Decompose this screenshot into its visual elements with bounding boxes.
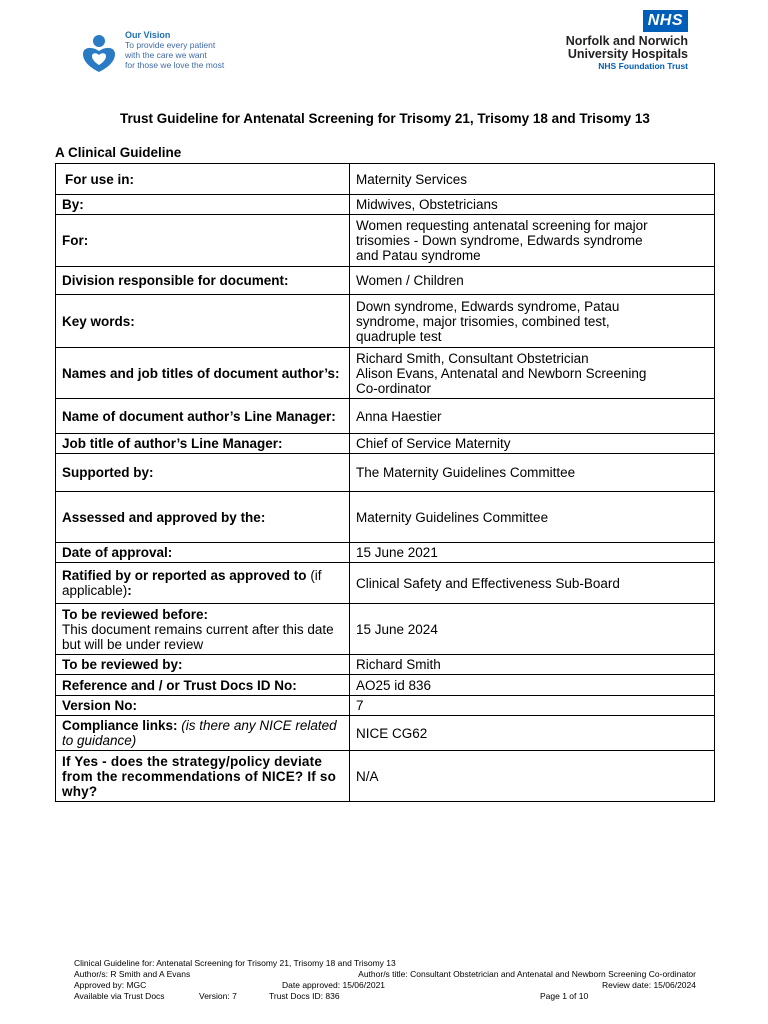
row-value-line: NICE CG62	[356, 725, 428, 741]
row-value	[350, 696, 715, 716]
row-value	[350, 655, 715, 675]
row-value	[350, 348, 715, 399]
org-name-line: Norfolk and Norwich	[565, 34, 688, 48]
row-key: Date of approval:	[56, 543, 350, 563]
row-key-qualifier: (if applicable)	[62, 568, 322, 598]
footer-guideline: Clinical Guideline for: Antenatal Screening for Trisomy 21, Trisomy 18 and Trisomy 13	[74, 958, 396, 968]
row-key-text: To be reviewed before:	[62, 606, 209, 622]
table-row	[56, 543, 715, 563]
footer-date-approved: Date approved: 15/06/2021	[282, 980, 386, 990]
footer-available: Available via Trust Docs	[74, 991, 165, 1001]
row-value-line: N/A	[356, 768, 379, 784]
row-value-line: Anna Haestier	[356, 408, 442, 424]
row-value	[350, 215, 715, 267]
row-value	[350, 164, 715, 195]
trust-name: NHS Foundation Trust	[598, 61, 688, 71]
row-value-line: Chief of Service Maternity	[356, 436, 511, 451]
row-key: Division responsible for document:	[56, 267, 350, 295]
document-subtitle: A Clinical Guideline	[55, 145, 182, 160]
row-value-line: Women / Children	[356, 273, 464, 288]
row-value	[350, 434, 715, 454]
row-key-text: Ratified by or reported as approved to	[62, 568, 307, 583]
document-info-table	[55, 163, 715, 802]
row-value	[350, 751, 715, 802]
table-row	[56, 295, 715, 348]
row-value-line: Co-ordinator	[356, 380, 432, 396]
row-value	[350, 195, 715, 215]
table-row	[56, 399, 715, 434]
row-key: Assessed and approved by the:	[56, 492, 350, 543]
table-row	[56, 716, 715, 751]
row-value-line: Women requesting antenatal screening for major	[356, 218, 648, 233]
row-value-line: Midwives, Obstetricians	[356, 197, 498, 212]
row-key: Names and job titles of document author’s:	[56, 348, 350, 399]
row-value	[350, 604, 715, 655]
row-key: Name of document author’s Line Manager:	[56, 399, 350, 434]
row-value-line: Clinical Safety and Effectiveness Sub-Board	[356, 575, 620, 591]
row-value-line: 15 June 2024	[356, 621, 438, 637]
row-value-line: Down syndrome, Edwards syndrome, Patau	[356, 298, 620, 314]
table-row	[56, 195, 715, 215]
row-key: For:	[56, 215, 350, 267]
table-row	[56, 348, 715, 399]
table-row	[56, 655, 715, 675]
row-key: Job title of author’s Line Manager:	[56, 434, 350, 454]
row-value-line: Alison Evans, Antenatal and Newborn Screening	[356, 365, 647, 381]
table-row	[56, 675, 715, 696]
our-vision-logo	[78, 30, 238, 78]
row-key: Supported by:	[56, 454, 350, 492]
row-value	[350, 492, 715, 543]
row-value	[350, 543, 715, 563]
row-value-line: and Patau syndrome	[356, 248, 481, 263]
row-key	[56, 716, 350, 751]
vision-line: To provide every patient	[125, 40, 216, 50]
row-value	[350, 675, 715, 696]
row-value-line: trisomies - Down syndrome, Edwards syndrome	[356, 233, 643, 248]
footer-authors: Author/s: R Smith and A Evans	[74, 969, 191, 979]
row-key-note: (is there any NICE related to guidance)	[62, 718, 337, 748]
table-row	[56, 434, 715, 454]
footer-version: Version: 7	[199, 991, 237, 1001]
table-row	[56, 604, 715, 655]
table-row	[56, 563, 715, 604]
row-value-line: Maternity Services	[356, 171, 468, 187]
table-row	[56, 696, 715, 716]
row-value-line: syndrome, major trisomies, combined test,	[356, 313, 610, 329]
nhs-logo-icon: NHS	[643, 10, 688, 32]
row-value-line: Richard Smith	[356, 657, 441, 672]
row-key-colon: :	[127, 583, 132, 598]
footer-approved-by: Approved by: MGC	[74, 980, 147, 990]
row-value	[350, 716, 715, 751]
table-row	[56, 454, 715, 492]
row-key: To be reviewed by:	[56, 655, 350, 675]
row-key: Key words:	[56, 295, 350, 348]
row-value-line: Maternity Guidelines Committee	[356, 509, 549, 525]
row-key	[56, 604, 350, 655]
table-row	[56, 215, 715, 267]
table-row	[56, 164, 715, 195]
table-row	[56, 492, 715, 543]
row-key-note: This document remains current after this date but will be under review	[62, 621, 334, 652]
row-value-line: 7	[356, 698, 364, 713]
footer-author-title: Author/s title: Consultant Obstetrician and Antenatal and Newborn Screening Co-ordinator	[358, 969, 696, 979]
row-key: Reference and / or Trust Docs ID No:	[56, 675, 350, 696]
vision-line: for those we love the most	[125, 60, 225, 70]
row-key	[56, 563, 350, 604]
row-key-text: For use in:	[65, 171, 135, 187]
row-value	[350, 454, 715, 492]
row-key: By:	[56, 195, 350, 215]
row-value-line: Richard Smith, Consultant Obstetrician	[356, 350, 589, 366]
table-row	[56, 751, 715, 802]
row-value-line: AO25 id 836	[356, 677, 432, 693]
footer-docs-id: Trust Docs ID: 836	[269, 991, 340, 1001]
row-value	[350, 267, 715, 295]
row-value	[350, 295, 715, 348]
row-key	[56, 164, 350, 195]
row-key: If Yes - does the strategy/policy deviate from the recommendations of NICE? If so why?	[56, 751, 350, 802]
row-value-line: quadruple test	[356, 328, 442, 344]
vision-title: Our Vision	[125, 30, 171, 40]
page-footer	[74, 958, 696, 1002]
row-value-line: The Maternity Guidelines Committee	[356, 465, 576, 480]
row-value	[350, 399, 715, 434]
org-name	[538, 35, 688, 61]
row-key: Version No:	[56, 696, 350, 716]
table-row	[56, 267, 715, 295]
row-value-line: 15 June 2021	[356, 545, 438, 560]
nhs-trust-logo	[538, 10, 688, 72]
org-name-line: University Hospitals	[567, 47, 688, 61]
heart-person-icon	[78, 32, 120, 74]
footer-review-date: Review date: 15/06/2024	[601, 980, 696, 990]
footer-page-number: Page 1 of 10	[540, 991, 589, 1001]
row-key-text: Compliance links:	[62, 718, 178, 733]
document-title: Trust Guideline for Antenatal Screening for Trisomy 21, Trisomy 18 and Trisomy 13	[120, 111, 650, 126]
row-value	[350, 563, 715, 604]
vision-line: with the care we want	[125, 50, 207, 60]
